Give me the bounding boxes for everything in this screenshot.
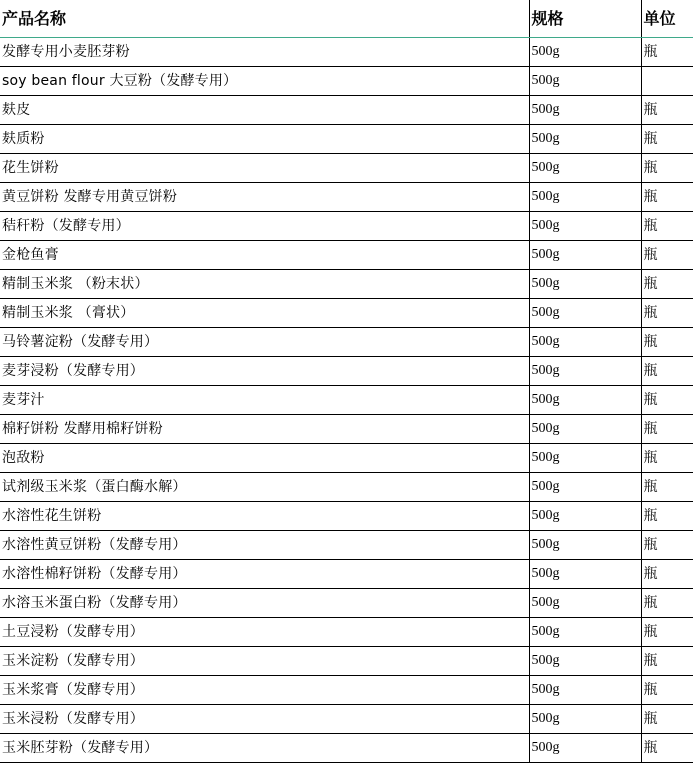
table-row [0, 705, 693, 734]
table-row [0, 734, 693, 763]
product-name-cell: 玉米浸粉（发酵专用） [0, 705, 529, 734]
spec-cell: 500g [529, 705, 641, 734]
product-name-cell: 玉米淀粉（发酵专用） [0, 647, 529, 676]
product-name-cell: 麸皮 [0, 96, 529, 125]
header-product-name: 产品名称 [0, 0, 529, 38]
table-body [0, 38, 693, 763]
spec-cell: 500g [529, 299, 641, 328]
unit-cell: 瓶 [641, 154, 693, 183]
unit-cell: 瓶 [641, 241, 693, 270]
spec-cell: 500g [529, 270, 641, 299]
product-name-cell: 金枪鱼膏 [0, 241, 529, 270]
table-row [0, 125, 693, 154]
spec-cell: 500g [529, 444, 641, 473]
table-row [0, 531, 693, 560]
table-row [0, 676, 693, 705]
spec-cell: 500g [529, 618, 641, 647]
header-spec: 规格 [529, 0, 641, 38]
unit-cell: 瓶 [641, 38, 693, 67]
unit-cell: 瓶 [641, 415, 693, 444]
unit-cell: 瓶 [641, 618, 693, 647]
spec-cell: 500g [529, 676, 641, 705]
unit-cell: 瓶 [641, 183, 693, 212]
table-row [0, 560, 693, 589]
product-name-cell: 花生饼粉 [0, 154, 529, 183]
spec-cell: 500g [529, 531, 641, 560]
table-row [0, 357, 693, 386]
unit-cell: 瓶 [641, 444, 693, 473]
spec-cell: 500g [529, 502, 641, 531]
unit-cell: 瓶 [641, 502, 693, 531]
unit-cell: 瓶 [641, 589, 693, 618]
spec-cell: 500g [529, 125, 641, 154]
product-name-cell: 泡敌粉 [0, 444, 529, 473]
table-row [0, 270, 693, 299]
table-row [0, 183, 693, 212]
spec-cell: 500g [529, 386, 641, 415]
table-row [0, 473, 693, 502]
product-name-cell: 水溶性黄豆饼粉（发酵专用） [0, 531, 529, 560]
spec-cell: 500g [529, 473, 641, 502]
product-name-cell: 水溶玉米蛋白粉（发酵专用） [0, 589, 529, 618]
header-unit: 单位 [641, 0, 693, 38]
spec-cell: 500g [529, 734, 641, 763]
table-row [0, 96, 693, 125]
spec-cell: 500g [529, 328, 641, 357]
unit-cell: 瓶 [641, 531, 693, 560]
unit-cell: 瓶 [641, 676, 693, 705]
product-name-cell: 土豆浸粉（发酵专用） [0, 618, 529, 647]
product-name-cell: 发酵专用小麦胚芽粉 [0, 38, 529, 67]
table-header [0, 0, 693, 38]
product-name-cell: 玉米胚芽粉（发酵专用） [0, 734, 529, 763]
product-name-cell: 精制玉米浆 （粉末状） [0, 270, 529, 299]
unit-cell: 瓶 [641, 328, 693, 357]
unit-cell: 瓶 [641, 705, 693, 734]
table-row [0, 154, 693, 183]
table-row [0, 502, 693, 531]
product-name-cell: 黄豆饼粉 发酵专用黄豆饼粉 [0, 183, 529, 212]
table-row [0, 618, 693, 647]
spec-cell: 500g [529, 647, 641, 676]
product-name-cell: 麸质粉 [0, 125, 529, 154]
table-row [0, 415, 693, 444]
product-name-cell: 麦芽浸粉（发酵专用） [0, 357, 529, 386]
unit-cell: 瓶 [641, 386, 693, 415]
product-name-cell: 棉籽饼粉 发酵用棉籽饼粉 [0, 415, 529, 444]
product-name-cell: 马铃薯淀粉（发酵专用） [0, 328, 529, 357]
table-row [0, 67, 693, 96]
product-name-cell: soy bean flour 大豆粉（发酵专用） [0, 67, 529, 96]
unit-cell: 瓶 [641, 357, 693, 386]
table-row [0, 212, 693, 241]
product-name-cell: 玉米浆膏（发酵专用） [0, 676, 529, 705]
table-row [0, 589, 693, 618]
spec-cell: 500g [529, 212, 641, 241]
product-name-cell: 精制玉米浆 （膏状） [0, 299, 529, 328]
spec-cell: 500g [529, 241, 641, 270]
unit-cell: 瓶 [641, 96, 693, 125]
spec-cell: 500g [529, 183, 641, 212]
spec-cell: 500g [529, 357, 641, 386]
product-name-cell: 水溶性花生饼粉 [0, 502, 529, 531]
spec-cell: 500g [529, 415, 641, 444]
table-row [0, 328, 693, 357]
product-name-cell: 秸秆粉（发酵专用） [0, 212, 529, 241]
product-name-cell: 试剂级玉米浆（蛋白酶水解） [0, 473, 529, 502]
unit-cell: 瓶 [641, 647, 693, 676]
spec-cell: 500g [529, 154, 641, 183]
unit-cell: 瓶 [641, 270, 693, 299]
unit-cell: 瓶 [641, 125, 693, 154]
table-row [0, 299, 693, 328]
table-row [0, 241, 693, 270]
table-row [0, 444, 693, 473]
table-row [0, 647, 693, 676]
unit-cell: 瓶 [641, 560, 693, 589]
unit-cell: 瓶 [641, 212, 693, 241]
unit-cell: 瓶 [641, 299, 693, 328]
unit-cell: 瓶 [641, 734, 693, 763]
header-row [0, 0, 693, 38]
unit-cell: 瓶 [641, 473, 693, 502]
spec-cell: 500g [529, 67, 641, 96]
table-row [0, 38, 693, 67]
unit-cell [641, 67, 693, 96]
product-name-cell: 水溶性棉籽饼粉（发酵专用） [0, 560, 529, 589]
spec-cell: 500g [529, 38, 641, 67]
spec-cell: 500g [529, 96, 641, 125]
table-row [0, 386, 693, 415]
product-name-cell: 麦芽汁 [0, 386, 529, 415]
spec-cell: 500g [529, 560, 641, 589]
spec-cell: 500g [529, 589, 641, 618]
